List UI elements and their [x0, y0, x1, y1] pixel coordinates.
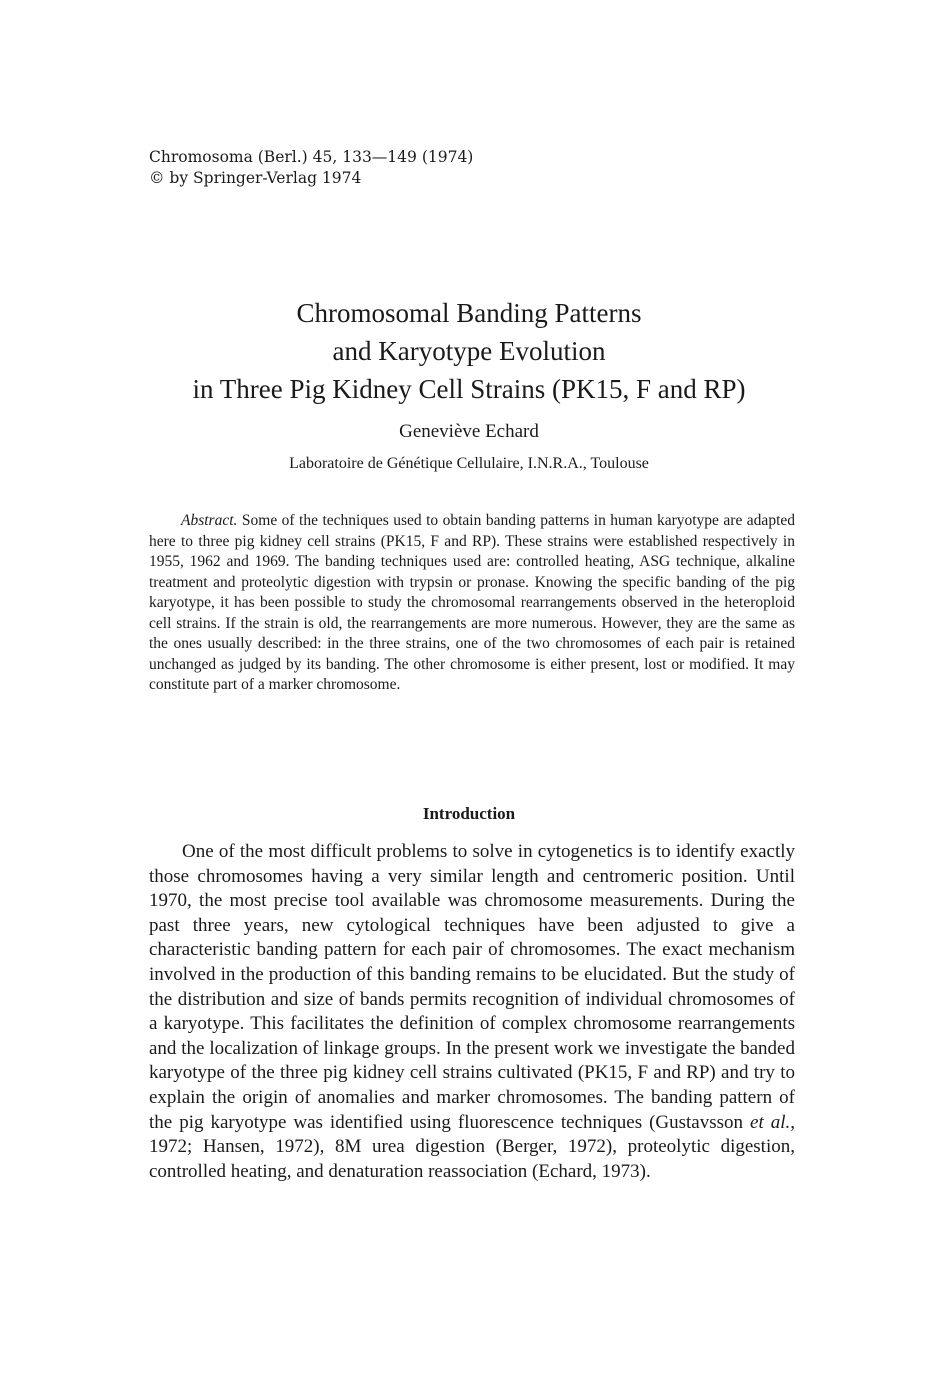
section-heading-introduction: Introduction	[422, 804, 516, 823]
journal-citation: Chromosoma (Berl.) 45, 133—149 (1974)	[149, 148, 474, 166]
author-affiliation: Laboratoire de Génétique Cellulaire, I.N.R.A., Toulouse	[289, 455, 649, 472]
title-line-2: and Karyotype Evolution	[332, 336, 606, 366]
abstract	[149, 511, 795, 696]
abstract-text: Some of the techniques used to obtain banding patterns in human karyotype are adapted here to three pig kidney cell strains (PK15, F and RP). These strains were established respectively in 1955, 1962 and 1969. The banding techniques used are: controlled heating, ASG technique, alkaline treatment and proteolytic digestion with trypsin or pronase. Knowing the specific banding of the pig karyotype, it has been possible to study the chromosomal rearrangements observed in the heteroploid cell strains. If the strain is old, the rearrangements are more numerous. However, they are the same as the ones usually described: in the three strains, one of the two chromosomes of each pair is retained unchanged as judged by its banding. The other chromosome is either present, lost or modified. It may constitute part of a marker chromosome.	[149, 512, 795, 693]
introduction-paragraph	[149, 840, 795, 1184]
paper-title	[0, 294, 938, 408]
author-name: Geneviève Echard	[399, 421, 539, 442]
copyright-line: © by Springer-Verlag 1974	[149, 169, 362, 187]
title-line-1: Chromosomal Banding Patterns	[296, 298, 642, 328]
intro-text-part2: , 1972; Hansen, 1972), 8M urea digestion (Berger, 1972), proteolytic digestion, controlled heating, and denaturation reassociation (Echard, 1973).	[149, 1111, 795, 1182]
journal-header	[149, 147, 473, 189]
intro-et-al: et al.	[750, 1111, 791, 1133]
intro-text-part1: One of the most difficult problems to solve in cytogenetics is to identify exactly those chromosomes having a very similar length and centromeric position. Until 1970, the most precise tool available was chromosome measurements. During the past three years, new cytological techniques have been adjusted to give a characteristic banding pattern for each pair of chromosomes. The exact mechanism involved in the production of this banding remains to be elucidated. But the study of the distribution and size of bands permits recognition of individual chromosomes of a karyotype. This facilitates the definition of complex chromosome rearrangements and the localization of linkage groups. In the present work we investigate the banded karyotype of the three pig kidney cell strains cultivated (PK15, F and RP) and try to explain the origin of anomalies and marker chromosomes. The banding pattern of the pig karyotype was identified using fluorescence techniques (Gustavsson	[149, 841, 795, 1133]
abstract-label: Abstract.	[181, 512, 238, 529]
title-line-3: in Three Pig Kidney Cell Strains (PK15, F and RP)	[192, 374, 746, 404]
